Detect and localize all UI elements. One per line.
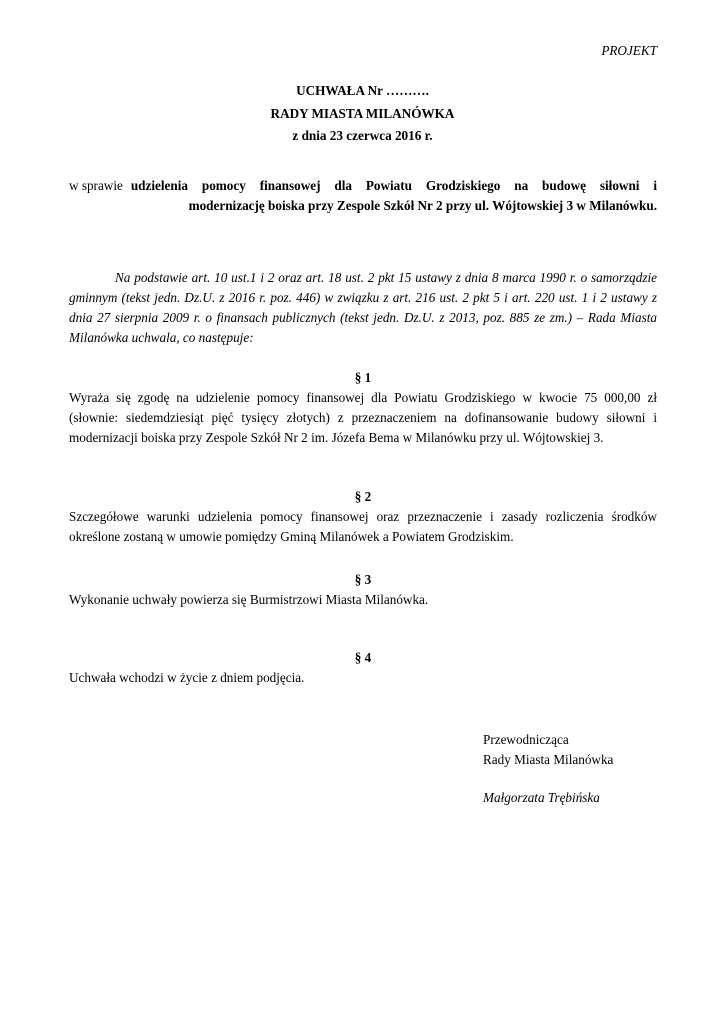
paragraph-number: § 3 — [354, 572, 372, 587]
paragraph-text: Wykonanie uchwały powierza się Burmistrzowi Miasta Milanówka. — [69, 592, 429, 607]
legal-basis-preamble — [69, 268, 657, 348]
paragraph-text: Szczegółowe warunki udzielenia pomocy finansowej oraz przeznaczenie i zasady rozliczenia środków określone zostaną w umowie pomiędzy Gminą Milanówek a Powiatem Grodziskim. — [69, 509, 657, 544]
council-name: RADY MIASTA MILANÓWKA — [270, 106, 455, 121]
subject-lead: w sprawie — [69, 178, 123, 193]
subject-line-2: modernizację boiska przy Zespole Szkół Nr 2 przy ul. Wójtowskiej 3 w Milanówku. — [188, 198, 657, 213]
resolution-subject — [69, 176, 657, 216]
paragraph-text: Wyraża się zgodę na udzielenie pomocy finansowej dla Powiatu Grodziskiego w kwocie 75 000,00 zł (słownie: siedemdziesiąt pięć tysięcy złotych) z przeznaczeniem na dofinansowanie budowy siłowni i modernizacji boiska przy Zespole Szkół Nr 2 im. Józefa Bema w Milanówku przy ul. Wójtowskiej 3. — [69, 390, 657, 445]
paragraph-number: § 2 — [354, 489, 372, 504]
paragraph-number: § 4 — [354, 650, 372, 665]
resolution-date: z dnia 23 czerwca 2016 r. — [292, 128, 433, 143]
signature-block — [483, 730, 613, 808]
draft-label: PROJEKT — [601, 43, 657, 58]
preamble-text: Na podstawie art. 10 ust.1 i 2 oraz art. 18 ust. 2 pkt 15 ustawy z dnia 8 marca 1990 r. o samorządzie gminnym (tekst jedn. Dz.U. z 2016 r. poz. 446) w związku z art. 216 ust. 2 pkt 5 i art. 220 ust. 1 i 2 ustawy z dnia 27 sierpnia 2009 r. o finansach publicznych (tekst jedn. Dz.U. z 2013, poz. 885 ze zm.) – Rada Miasta Milanówka uchwala, co następuje: — [69, 270, 657, 345]
resolution-title: UCHWAŁA Nr ………. — [296, 83, 429, 98]
paragraph-text: Uchwała wchodzi w życie z dniem podjęcia. — [69, 670, 305, 685]
signatory-role: Przewodnicząca — [483, 732, 569, 747]
signatory-name: Małgorzata Trębińska — [483, 790, 600, 805]
paragraph-2 — [69, 489, 657, 547]
paragraph-4 — [69, 650, 657, 688]
paragraph-3 — [69, 572, 657, 610]
signatory-body: Rady Miasta Milanówka — [483, 752, 614, 767]
subject-line-1: udzielenia pomocy finansowej dla Powiatu Grodziskiego na budowę siłowni i — [130, 178, 657, 193]
paragraph-1 — [69, 370, 657, 448]
paragraph-number: § 1 — [354, 370, 372, 385]
